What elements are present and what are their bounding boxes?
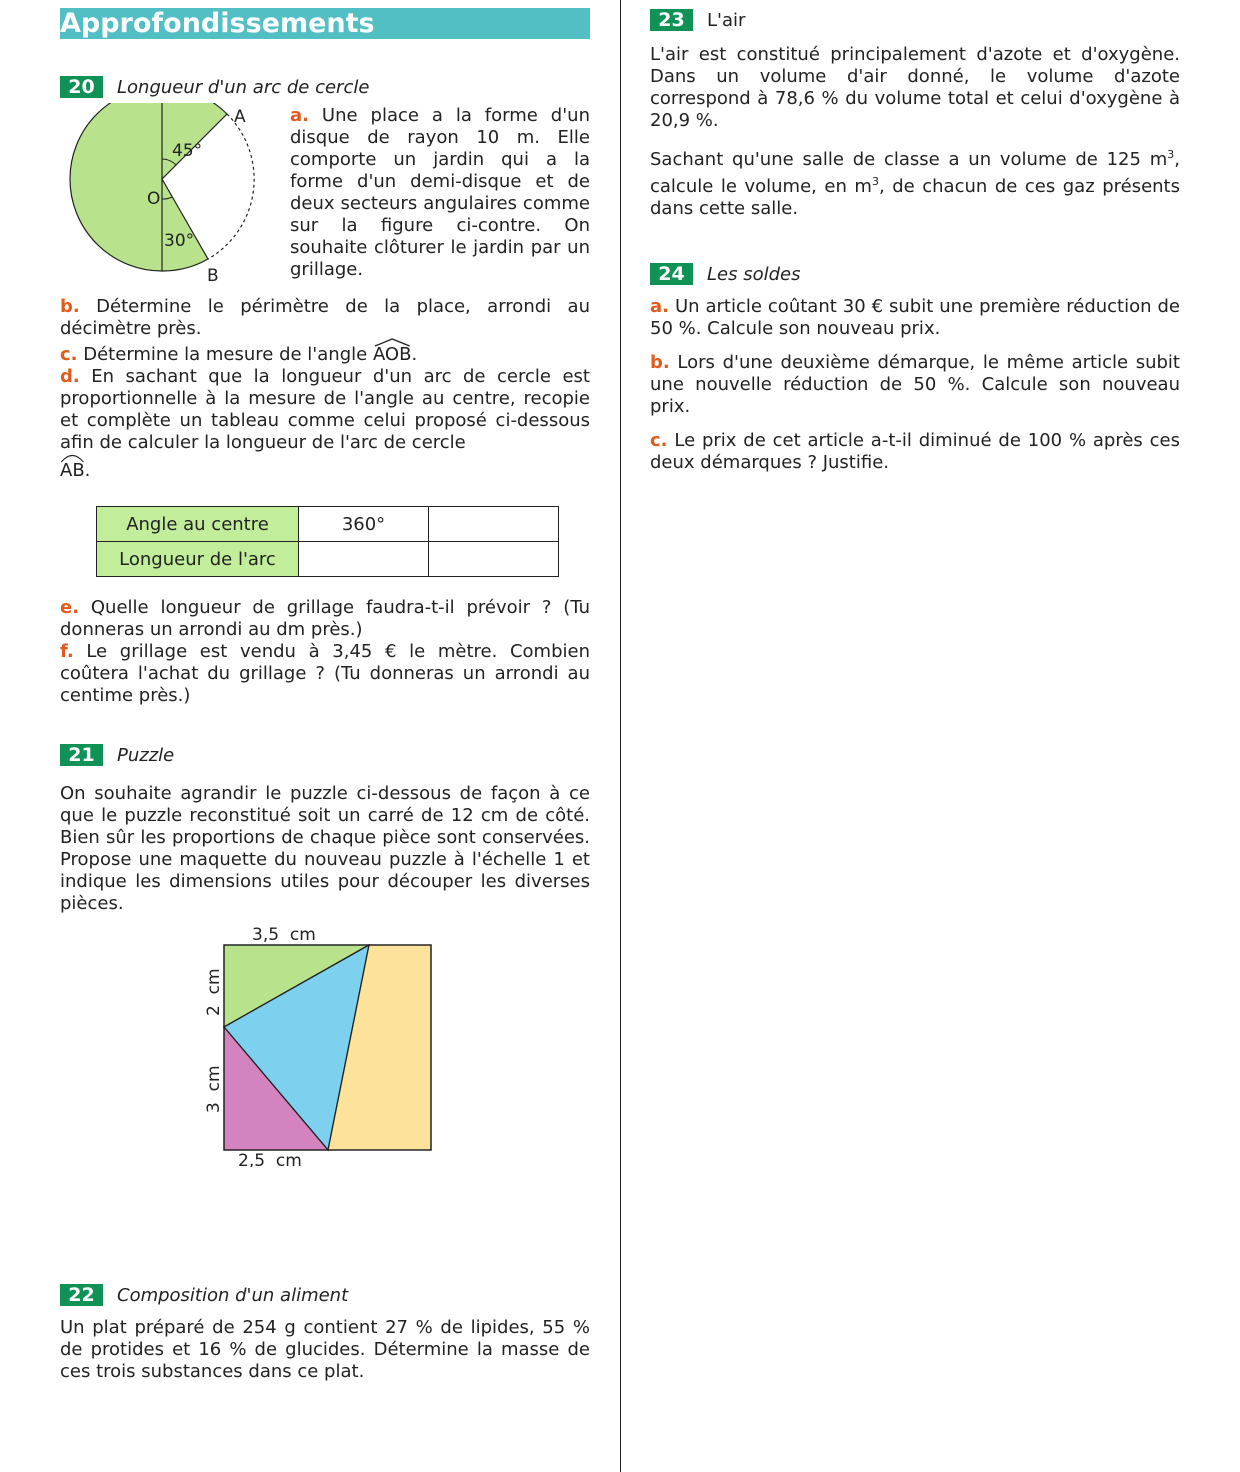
exercise-title: Puzzle <box>117 744 175 766</box>
exercise-20-intro <box>60 103 590 293</box>
question-a-label: a. <box>650 296 669 317</box>
question-f <box>60 641 590 707</box>
exercise-20-header <box>60 75 590 99</box>
table-cell <box>299 542 429 577</box>
puzzle-figure <box>200 921 440 1167</box>
question-a-text: Un article coûtant 30 € subit une première réduction de 50 %. Calcule son nouveau prix. <box>650 296 1180 339</box>
question-c-text: Détermine la mesure de l'angle <box>83 344 368 365</box>
exercise-number: 23 <box>650 9 693 31</box>
exercise-title: Longueur d'un arc de cercle <box>117 76 370 98</box>
point-a-label: A <box>234 107 246 127</box>
question-b-text: Détermine le périmètre de la place, arrondi au décimètre près. <box>60 296 590 339</box>
right-column <box>650 8 1180 474</box>
question-a-text: Une place a la forme d'un disque de rayon 10 m. Elle comporte un jardin qui a la forme d'un demi-disque et de deux secteurs angulaires comme sur la figure ci-contre. On souhaite clôturer le jardin par un grillage. <box>290 105 590 280</box>
point-o-label: O <box>147 189 161 209</box>
exercise-number: 21 <box>60 744 103 766</box>
label-left-bottom: 3 cm <box>204 1065 224 1113</box>
exercise-number: 22 <box>60 1284 103 1306</box>
question-e <box>60 597 590 641</box>
exercise-title: L'air <box>707 9 746 31</box>
table-cell: 360° <box>299 507 429 542</box>
exercise-title: Composition d'un aliment <box>117 1284 349 1306</box>
label-bottom: 2,5 cm <box>238 1151 302 1167</box>
sector-30 <box>162 179 208 271</box>
question-b-text: Lors d'une deuxième démarque, le même article subit une nouvelle réduction de 50 %. Calcule son nouveau prix. <box>650 352 1180 417</box>
left-column <box>60 8 590 1383</box>
ex24-question-a <box>650 296 1180 340</box>
question-c-label: c. <box>650 430 668 451</box>
exercise-21-header <box>60 743 590 767</box>
arc-hat <box>60 453 85 463</box>
semicircle-garden <box>70 103 162 271</box>
question-b-label: b. <box>650 352 670 373</box>
p2-part-b: , calcule le volume, en m <box>650 149 1180 197</box>
angle-aob <box>373 344 412 366</box>
table-cell <box>429 542 559 577</box>
p2-part-a: Sachant qu'une salle de classe a un volume de 125 m <box>650 149 1168 170</box>
label-top: 3,5 cm <box>252 925 316 945</box>
question-e-text: Quelle longueur de grillage faudra-t-il prévoir ? (Tu donneras un arrondi au dm près.) <box>60 597 590 640</box>
question-d-end: . <box>84 460 91 481</box>
exercise-22-text: Un plat préparé de 254 g contient 27 % de lipides, 55 % de protides et 16 % de glucides. Détermine la masse de ces trois substances dans ce plat. <box>60 1317 590 1382</box>
angle-aob-text: AOB <box>372 344 412 365</box>
question-f-text: Le grillage est vendu à 3,45 € le mètre. Combien coûtera l'achat du grillage ? (Tu donneras un arrondi au centime près.) <box>60 641 590 706</box>
exercise-23-p1: L'air est constitué principalement d'azote et d'oxygène. Dans un volume d'air donné, le volume d'azote correspond à 78,6 % du volume total et celui d'oxygène à 20,9 %. <box>650 44 1180 131</box>
arc-ab-text: AB <box>60 460 85 481</box>
angle-hat <box>373 337 412 347</box>
exercise-23-header <box>650 8 1180 32</box>
question-a-label: a. <box>290 105 309 126</box>
proportion-table <box>96 506 559 577</box>
question-d <box>60 366 590 482</box>
question-f-label: f. <box>60 641 74 662</box>
column-divider <box>620 0 621 1472</box>
label-left-top: 2 cm <box>204 968 224 1016</box>
question-d-label: d. <box>60 366 80 387</box>
exercise-21-text: On souhaite agrandir le puzzle ci-dessous de façon à ce que le puzzle reconstitué soit un carré de 12 cm de côté. Bien sûr les proportions de chaque pièce sont conservées. Propose une maquette du nouveau puzzle à l'échelle 1 et indique les dimensions utiles pour découper les diverses pièces. <box>60 783 590 914</box>
question-b <box>60 296 590 340</box>
question-c-end: . <box>411 344 418 365</box>
table-row <box>97 542 559 577</box>
question-b-label: b. <box>60 296 80 317</box>
angle-30-label: 30° <box>164 231 195 251</box>
question-c <box>60 344 590 366</box>
p2-part-c: , de chacun de ces gaz présents dans cette salle. <box>650 176 1180 219</box>
point-b-label: B <box>207 266 219 286</box>
exercise-24-header <box>650 262 1180 286</box>
question-e-label: e. <box>60 597 80 618</box>
question-c-text: Le prix de cet article a-t-il diminué de 100 % après ces deux démarques ? Justifie. <box>650 430 1180 473</box>
table-row <box>97 507 559 542</box>
question-d-text: En sachant que la longueur d'un arc de cercle est proportionnelle à la mesure de l'angle au centre, recopie et complète un tableau comme celui proposé ci-dessous afin de calculer la longueur de l'arc de cercle <box>60 366 590 453</box>
exercise-23-p2 <box>650 144 1180 220</box>
question-c-label: c. <box>60 344 78 365</box>
arc-ab <box>60 460 85 482</box>
angle-45-label: 45° <box>172 141 203 161</box>
table-header-length: Longueur de l'arc <box>97 542 299 577</box>
ex24-question-b <box>650 352 1180 418</box>
superscript: 3 <box>871 175 879 188</box>
exercise-title: Les soldes <box>707 263 801 285</box>
section-banner: Approfondissements <box>60 8 590 39</box>
exercise-number: 24 <box>650 263 693 285</box>
dashed-arc <box>208 114 254 259</box>
exercise-22-header <box>60 1283 590 1307</box>
table-cell <box>429 507 559 542</box>
circle-figure <box>60 103 285 293</box>
superscript: 3 <box>1167 148 1175 161</box>
exercise-number: 20 <box>60 76 103 98</box>
ex24-question-c <box>650 430 1180 474</box>
question-a <box>290 105 590 281</box>
table-header-angle: Angle au centre <box>97 507 299 542</box>
